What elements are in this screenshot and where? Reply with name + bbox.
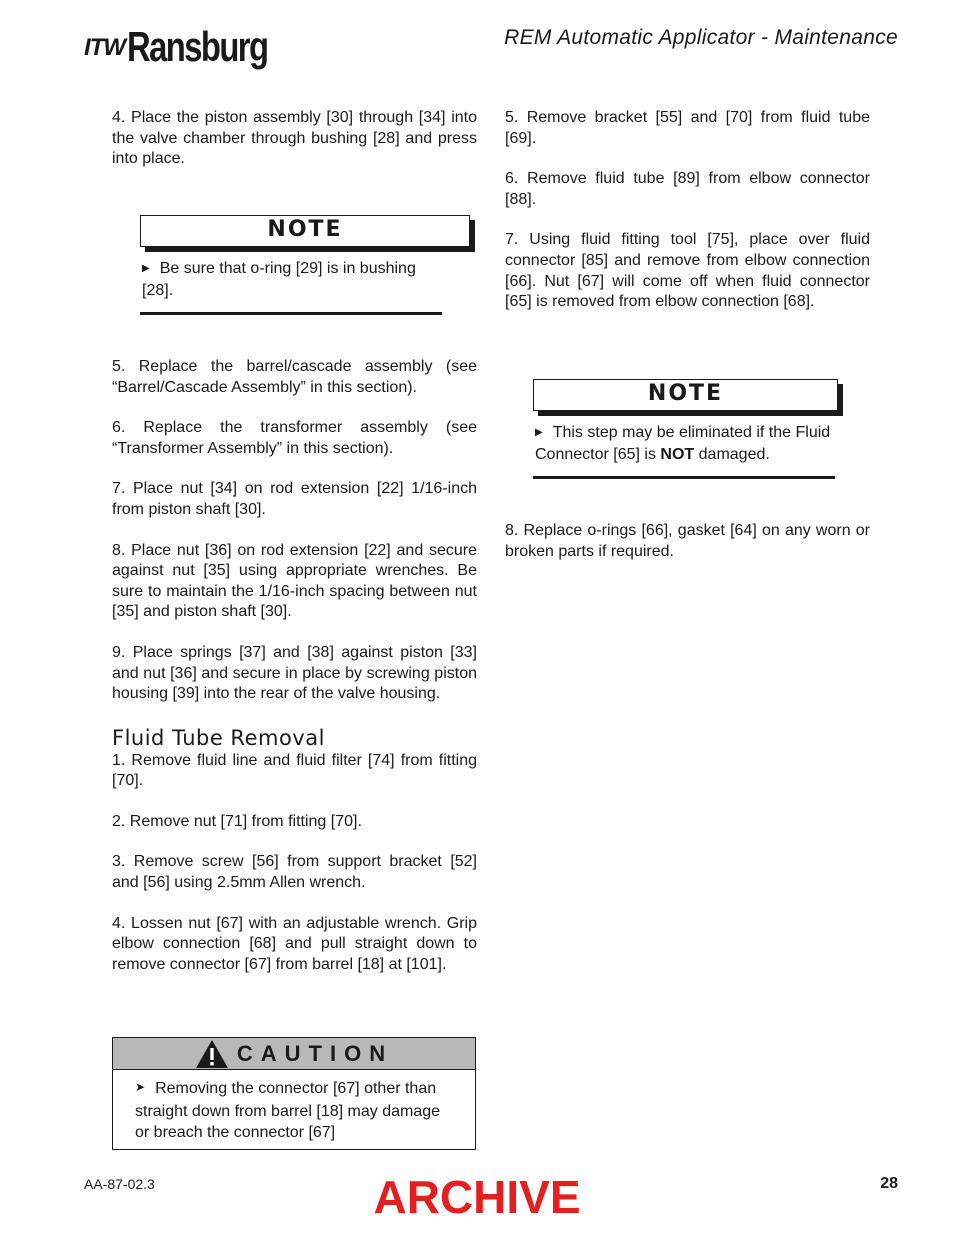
fluid-step-8-paragraph: 8. Replace o-rings [66], gasket [64] on any worn or broken parts if required.	[505, 521, 870, 560]
note-box-2	[533, 379, 838, 479]
fluid-step-7-paragraph: 7. Using fluid fitting tool [75], place over fluid connector [85] and remove from elbow connection [66]. Nut [67] will come off when fluid connector [65] is removed from elbow connection [68].	[505, 231, 870, 311]
fluid-step-5-paragraph: 5. Remove bracket [55] and [70] from fluid tube [69].	[505, 109, 870, 147]
step-9-paragraph: 9. Place springs [37] and [38] against piston [33] and nut [36] and secure in place by screwing piston housing [39] into the rear of the valve housing.	[112, 643, 477, 703]
fluid-step-3-paragraph: 3. Remove screw [56] from support bracket [52] and [56] using 2.5mm Allen wrench.	[112, 853, 477, 892]
right-column	[505, 108, 870, 562]
caution-box	[112, 1037, 476, 1150]
note-title: NOTE	[647, 381, 724, 407]
fluid-step-2-paragraph: 2. Remove nut [71] from fitting [70].	[112, 812, 362, 830]
caution-body	[113, 1070, 475, 1144]
step-7-paragraph: 7. Place nut [34] on rod extension [22] 1/16-inch from piston shaft [30].	[112, 480, 477, 518]
page-header-title: REM Automatic Applicator - Maintenance	[504, 26, 898, 49]
note-header	[533, 379, 838, 411]
step-6-paragraph: 6. Replace the transformer assembly (see “Transformer Assembly” in this section).	[112, 419, 477, 457]
step-4-paragraph: 4. Place the piston assembly [30] through [34] into the valve chamber through bushing [28] and press into place.	[112, 109, 477, 168]
archive-watermark: ARCHIVE	[373, 1171, 581, 1223]
note-text: Be sure that o-ring [29] is in bushing [28].	[142, 259, 416, 300]
note-text-after: damaged.	[698, 446, 770, 464]
note-text-bold: NOT	[660, 446, 695, 464]
page-number: 28	[880, 1175, 898, 1192]
fluid-step-1-paragraph: 1. Remove fluid line and fluid filter [74] from fitting [70].	[112, 751, 477, 790]
note-title: NOTE	[267, 217, 343, 243]
left-column	[112, 108, 477, 975]
fluid-step-6-paragraph: 6. Remove fluid tube [89] from elbow connector [88].	[505, 170, 870, 208]
caution-text: Removing the connector [67] other than straight down from barrel [18] may damage or breach the connector [67]	[135, 1080, 441, 1141]
note-text-before: This step may be eliminated if the Fluid Connector [65] is	[535, 423, 831, 464]
company-logo	[84, 18, 307, 68]
triangle-right-bullet-icon: ▶	[142, 262, 150, 274]
caution-header	[113, 1038, 475, 1070]
section-heading: Fluid Tube Removal	[112, 725, 325, 750]
warning-triangle-icon	[195, 1039, 229, 1069]
caution-title: CAUTION	[236, 1040, 394, 1066]
document-code: AA-87-02.3	[84, 1176, 155, 1192]
step-5-paragraph: 5. Replace the barrel/cascade assembly (see “Barrel/Cascade Assembly” in this section).	[112, 357, 477, 396]
note-header	[140, 215, 470, 247]
fluid-step-4-paragraph: 4. Lossen nut [67] with an adjustable wrench. Grip elbow connection [68] and pull straight down to remove connector [67] from barrel [18] at [101].	[112, 914, 477, 973]
note-bottom-rule	[140, 312, 442, 315]
note-body	[140, 247, 447, 302]
triangle-right-bullet-icon: ➤	[135, 1080, 146, 1094]
note-body	[533, 411, 845, 466]
triangle-right-bullet-icon: ▶	[535, 426, 543, 438]
note-box-1	[140, 215, 470, 315]
step-8-paragraph: 8. Place nut [36] on rod extension [22] and secure against nut [35] using appropriate wrenches. Be sure to maintain the 1/16-inch spacing between nut [35] and piston shaft [30].	[112, 541, 477, 621]
logo-prefix: ITW	[84, 34, 125, 61]
logo-brand: Ransburg	[126, 23, 268, 70]
note-bottom-rule	[533, 476, 835, 479]
